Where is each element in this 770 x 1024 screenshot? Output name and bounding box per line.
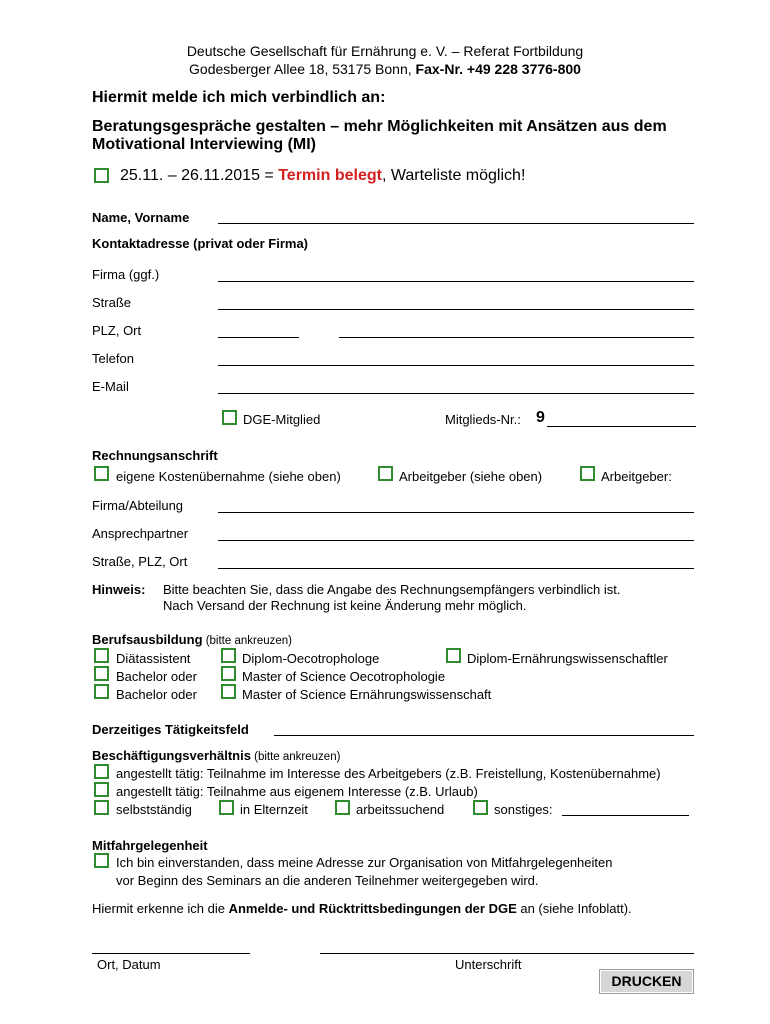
member-checkbox[interactable]	[222, 410, 237, 425]
member-number-label: Mitglieds-Nr.:	[445, 412, 521, 427]
activity-field[interactable]	[274, 735, 694, 736]
education-heading	[92, 631, 292, 649]
education-bachelor-2-label: Bachelor oder	[116, 687, 197, 702]
email-field[interactable]	[218, 393, 694, 394]
education-master-oeco-label: Master of Science Oecotrophologie	[242, 669, 446, 684]
signature-field[interactable]	[320, 953, 694, 954]
company-field[interactable]	[218, 281, 694, 282]
employment-job-seeking-checkbox[interactable]	[335, 800, 350, 815]
contact-heading: Kontaktadresse (privat oder Firma)	[92, 236, 309, 251]
name-label: Name, Vorname	[92, 210, 190, 225]
employment-own-interest-checkbox[interactable]	[94, 782, 109, 797]
employment-self-employed-label: selbstständig	[116, 802, 192, 817]
education-bachelor-2-checkbox[interactable]	[94, 684, 109, 699]
email-label: E-Mail	[92, 379, 129, 394]
place-date-label: Ort, Datum	[97, 957, 161, 972]
employment-job-seeking-label: arbeitssuchend	[356, 802, 445, 817]
employment-other-field[interactable]	[562, 815, 689, 816]
billing-contact-label: Ansprechpartner	[92, 526, 189, 541]
activity-label: Derzeitiges Tätigkeitsfeld	[92, 722, 249, 737]
header-fax: Fax-Nr. +49 228 3776-800	[415, 61, 581, 77]
date-checkbox[interactable]	[94, 168, 109, 183]
date-suffix: , Warteliste möglich!	[381, 167, 526, 184]
terms-suffix: an (siehe Infoblatt).	[516, 901, 632, 916]
employment-heading-text: Beschäftigungsverhältnis	[92, 748, 251, 763]
employment-employer-interest-label: angestellt tätig: Teilnahme im Interesse des Arbeitgebers (z.B. Freistellung, Kostenübernahme)	[116, 766, 661, 781]
employment-other-checkbox[interactable]	[473, 800, 488, 815]
member-number-field[interactable]	[547, 426, 696, 427]
phone-field[interactable]	[218, 365, 694, 366]
education-bachelor-1-checkbox[interactable]	[94, 666, 109, 681]
education-diploma-nutrition-checkbox[interactable]	[446, 648, 461, 663]
date-text: 25.11. – 26.11.2015 =	[120, 167, 279, 184]
intro-heading: Hiermit melde ich mich verbindlich an:	[92, 89, 386, 106]
street-label: Straße	[92, 295, 132, 310]
billing-street-field[interactable]	[218, 568, 694, 569]
education-diploma-oeco-label: Diplom-Oecotrophologe	[242, 651, 380, 666]
carpool-line-1: Ich bin einverstanden, dass meine Adresse zur Organisation von Mitfahrgelegenheiten	[116, 855, 613, 870]
street-field[interactable]	[218, 309, 694, 310]
course-title-line-1: Beratungsgespräche gestalten – mehr Möglichkeiten mit Ansätzen aus dem	[92, 118, 667, 135]
employment-other-label: sonstiges:	[494, 802, 553, 817]
education-heading-text: Berufsausbildung	[92, 632, 203, 647]
employment-hint: (bitte ankreuzen)	[250, 751, 341, 763]
education-master-nutrition-label: Master of Science Ernährungswissenschaft	[242, 687, 492, 702]
billing-company-label: Firma/Abteilung	[92, 498, 184, 513]
terms-text	[92, 901, 632, 916]
billing-company-field[interactable]	[218, 512, 694, 513]
education-bachelor-1-label: Bachelor oder	[116, 669, 197, 684]
carpool-heading: Mitfahrgelegenheit	[92, 838, 208, 853]
billing-own-checkbox[interactable]	[94, 466, 109, 481]
company-label: Firma (ggf.)	[92, 267, 160, 282]
phone-label: Telefon	[92, 351, 134, 366]
carpool-checkbox[interactable]	[94, 853, 109, 868]
member-number-value: 9	[536, 409, 545, 426]
date-status: Termin belegt	[278, 167, 382, 184]
education-master-oeco-checkbox[interactable]	[221, 666, 236, 681]
place-date-field[interactable]	[92, 953, 250, 954]
billing-employer-label: Arbeitgeber:	[601, 469, 672, 484]
zip-city-label: PLZ, Ort	[92, 323, 142, 338]
header-line-1: Deutsche Gesellschaft für Ernährung e. V. – Referat Fortbildung	[186, 43, 584, 59]
employment-heading	[92, 747, 340, 765]
employment-own-interest-label: angestellt tätig: Teilnahme aus eigenem Interesse (z.B. Urlaub)	[116, 784, 478, 799]
name-field[interactable]	[218, 223, 694, 224]
header-address: Godesberger Allee 18, 53175 Bonn,	[189, 61, 416, 77]
employment-parental-leave-label: in Elternzeit	[240, 802, 308, 817]
education-diploma-nutrition-label: Diplom-Ernährungswissenschaftler	[467, 651, 668, 666]
city-field[interactable]	[339, 337, 694, 338]
employment-parental-leave-checkbox[interactable]	[219, 800, 234, 815]
employment-self-employed-checkbox[interactable]	[94, 800, 109, 815]
date-option	[120, 167, 525, 185]
notice-label: Hinweis:	[92, 582, 146, 597]
billing-contact-field[interactable]	[218, 540, 694, 541]
billing-employer-above-label: Arbeitgeber (siehe oben)	[399, 469, 543, 484]
billing-employer-checkbox[interactable]	[580, 466, 595, 481]
course-title-line-2: Motivational Interviewing (MI)	[92, 136, 317, 153]
billing-employer-above-checkbox[interactable]	[378, 466, 393, 481]
education-dietitian-checkbox[interactable]	[94, 648, 109, 663]
print-button[interactable]: DRUCKEN	[599, 969, 694, 994]
education-diploma-oeco-checkbox[interactable]	[221, 648, 236, 663]
notice-line-2: Nach Versand der Rechnung ist keine Änderung mehr möglich.	[163, 598, 527, 613]
header-line-2	[0, 61, 770, 77]
education-hint: (bitte ankreuzen)	[202, 635, 293, 647]
education-dietitian-label: Diätassistent	[116, 651, 191, 666]
billing-own-label: eigene Kostenübernahme (siehe oben)	[116, 469, 341, 484]
terms-prefix: Hiermit erkenne ich die	[92, 901, 229, 916]
zip-field[interactable]	[218, 337, 299, 338]
terms-bold: Anmelde- und Rücktrittsbedingungen der DGE	[228, 901, 517, 916]
employment-employer-interest-checkbox[interactable]	[94, 764, 109, 779]
signature-label: Unterschrift	[455, 957, 522, 972]
billing-street-label: Straße, PLZ, Ort	[92, 554, 188, 569]
carpool-line-2: vor Beginn des Seminars an die anderen Teilnehmer weitergegeben wird.	[116, 873, 539, 888]
education-master-nutrition-checkbox[interactable]	[221, 684, 236, 699]
member-checkbox-label: DGE-Mitglied	[243, 412, 321, 427]
billing-heading: Rechnungsanschrift	[92, 448, 218, 463]
notice-line-1: Bitte beachten Sie, dass die Angabe des Rechnungsempfängers verbindlich ist.	[163, 582, 621, 597]
